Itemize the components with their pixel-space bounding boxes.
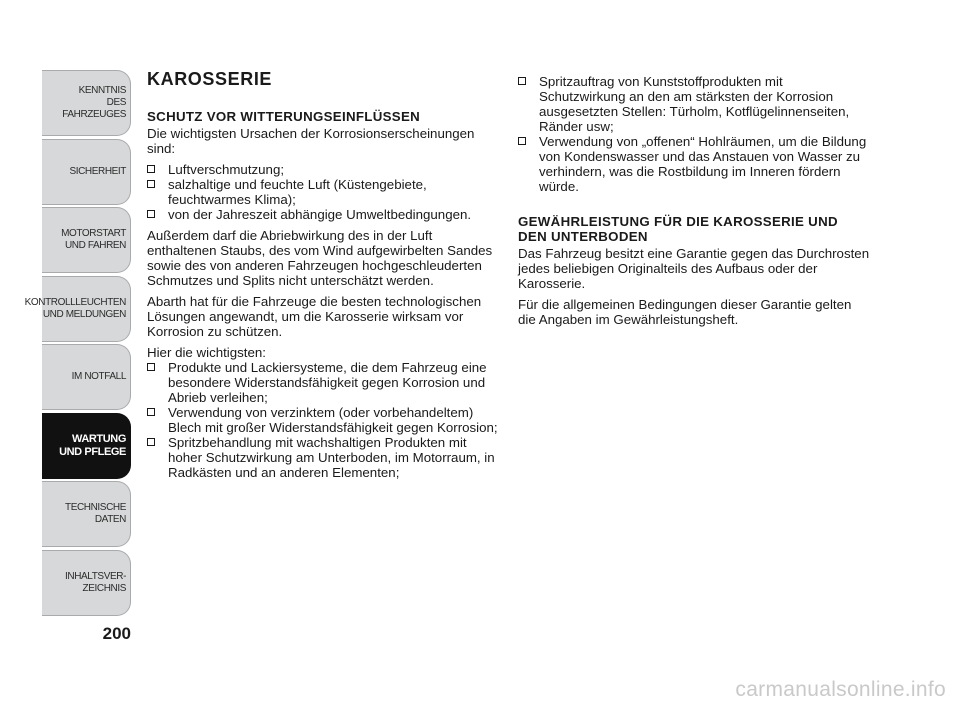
tab-label-line: ZEICHNIS — [82, 583, 126, 594]
list-item-text: Verwendung von „offenen“ Hohlräumen, um die Bildung von Kondenswasser und das Anstauen von Wasser zu verhindern, was die Rostbildung im Inneren fördern würde. — [539, 134, 867, 194]
tab-sicherheit[interactable] — [42, 139, 131, 205]
list-item-text: Produkte und Lackiersysteme, die dem Fahrzeug eine besondere Widerstandsfähigkeit gegen Korrosion und Abrieb verleihen; — [168, 360, 487, 405]
tab-label — [65, 502, 126, 526]
tab-motorstart-und-fahren[interactable] — [42, 207, 131, 273]
page-title: KAROSSERIE — [147, 69, 273, 89]
checkbox-bullet-icon — [147, 408, 155, 416]
tab-label-line: INHALTSVER- — [65, 571, 126, 582]
tab-im-notfall[interactable] — [42, 344, 131, 410]
section-spacer — [518, 200, 870, 214]
warranty-conditions-paragraph: Für die allgemeinen Bedingungen dieser Garantie gelten die Angaben im Gewährleistungsheft. — [518, 297, 852, 327]
checkbox-bullet-icon — [147, 165, 155, 173]
checkbox-bullet-icon — [147, 180, 155, 188]
tab-label — [65, 571, 126, 595]
tab-label-line: KENNTNIS — [78, 85, 126, 96]
list-item-text: Spritzauftrag von Kunststoffprodukten mit Schutzwirkung an den am stärksten der Korrosion ausgesetzten Stellen: Türholm, Kotflügelinnenseiten, Ränder usw; — [539, 74, 850, 134]
tab-label — [69, 166, 126, 178]
list-item — [147, 405, 499, 435]
tab-label-line: DES FAHRZEUGES — [62, 97, 126, 120]
tab-label-line: UND MELDUNGEN — [42, 309, 126, 320]
checkbox-bullet-icon — [147, 438, 155, 446]
section-heading-warranty: GEWÄHRLEISTUNG FÜR DIE KAROSSERIE UND DEN UNTERBODEN — [518, 214, 838, 244]
tab-label-line: UND PFLEGE — [59, 446, 126, 458]
protection-measures-list-continued — [518, 74, 870, 194]
tab-label — [59, 433, 126, 459]
checkbox-bullet-icon — [518, 137, 526, 145]
tab-kenntnis-des-fahrzeuges[interactable] — [42, 70, 131, 136]
tab-label-line: MOTORSTART — [61, 228, 126, 239]
tab-inhaltsverzeichnis[interactable] — [42, 550, 131, 616]
tab-label-line: KONTROLLLEUCHTEN — [24, 297, 126, 308]
list-item-text: salzhaltige und feuchte Luft (Küstengebiete, feuchtwarmes Klima); — [168, 177, 427, 207]
tab-label — [72, 371, 126, 383]
page-number: 200 — [102, 624, 131, 643]
left-column — [147, 70, 499, 486]
list-item — [147, 207, 499, 222]
tab-label — [42, 85, 126, 121]
corrosion-causes-intro: Die wichtigsten Ursachen der Korrosionserscheinungen sind: — [147, 126, 475, 156]
measures-intro: Hier die wichtigsten: — [147, 345, 266, 360]
chapter-tab-bar — [24, 70, 132, 618]
list-item — [147, 162, 499, 177]
list-item — [518, 134, 870, 194]
list-item-text: Verwendung von verzinktem (oder vorbehandeltem) Blech mit großer Widerstandsfähigkeit gegen Korrosion; — [168, 405, 498, 435]
list-item-text: Spritzbehandlung mit wachshaltigen Produkten mit hoher Schutzwirkung am Unterboden, im Motorraum, in Radkästen und an anderen Elementen; — [168, 435, 495, 480]
tab-label-line: SICHERHEIT — [69, 166, 126, 177]
corrosion-causes-list — [147, 162, 499, 222]
tab-label-line: UND FAHREN — [64, 240, 126, 251]
tab-kontrollleuchten-und-meldungen[interactable] — [24, 276, 131, 342]
right-column — [518, 74, 870, 333]
tab-label-line: IM NOTFALL — [71, 371, 126, 382]
checkbox-bullet-icon — [518, 77, 526, 85]
tab-label-line: TECHNISCHE — [64, 502, 126, 513]
section-heading-weather-protection: SCHUTZ VOR WITTERUNGSEINFLÜSSEN — [147, 109, 421, 124]
list-item — [147, 435, 499, 480]
tab-label — [25, 297, 126, 321]
list-item — [147, 360, 499, 405]
list-item-text: von der Jahreszeit abhängige Umweltbedingungen. — [168, 207, 472, 222]
abrasion-paragraph: Außerdem darf die Abriebwirkung des in der Luft enthaltenen Staubs, des vom Wind aufgewirbelten Sandes sowie des von anderen Fahrzeugen hochgeschleuderten Schmutzes und Splits nicht unterschätzt werden. — [147, 228, 493, 288]
warranty-paragraph: Das Fahrzeug besitzt eine Garantie gegen das Durchrosten jedes beliebigen Originalteils des Aufbaus oder der Karosserie. — [518, 246, 870, 291]
list-item — [147, 177, 499, 207]
tab-technische-daten[interactable] — [42, 481, 131, 547]
abarth-paragraph: Abarth hat für die Fahrzeuge die besten technologischen Lösungen angewandt, um die Karosserie wirksam vor Korrosion zu schützen. — [147, 294, 482, 339]
protection-measures-list — [147, 360, 499, 480]
tab-label-line: DATEN — [94, 514, 126, 525]
list-item — [518, 74, 870, 134]
tab-label-line: WARTUNG — [71, 433, 126, 445]
list-item-text: Luftverschmutzung; — [168, 162, 285, 177]
checkbox-bullet-icon — [147, 210, 155, 218]
tab-label — [61, 228, 126, 252]
checkbox-bullet-icon — [147, 363, 155, 371]
watermark: carmanualsonline.info — [735, 678, 946, 701]
tab-wartung-und-pflege[interactable] — [42, 413, 131, 479]
